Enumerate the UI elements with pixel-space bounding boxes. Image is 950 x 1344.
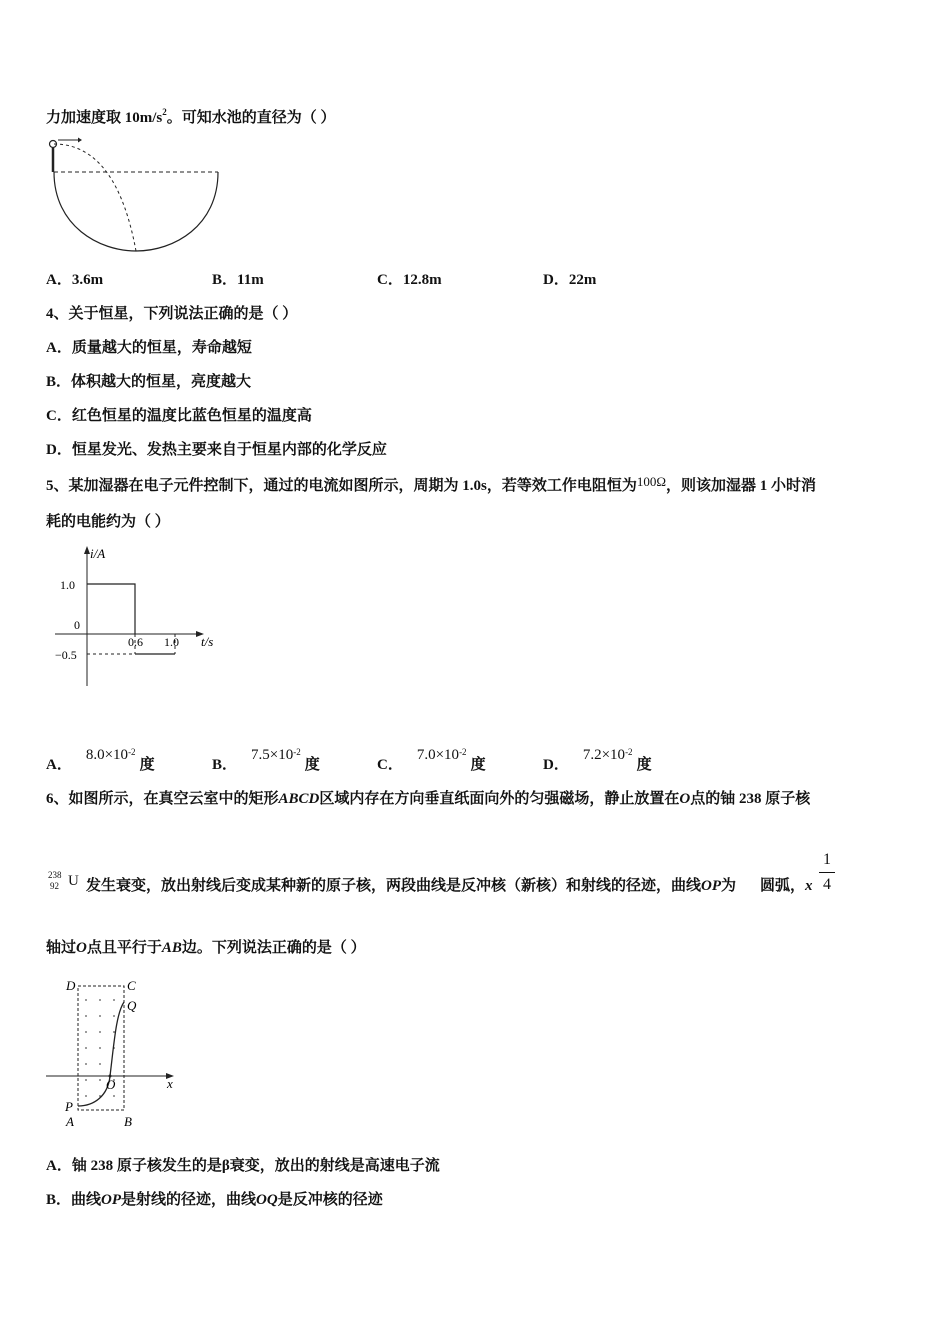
q6-option-b[interactable]: B．曲线OP是射线的径迹，曲线OQ是反冲核的径迹 (46, 1192, 383, 1208)
svg-text:B: B (124, 1114, 132, 1129)
current-graph (50, 544, 225, 694)
svg-text:P: P (65, 1099, 73, 1114)
current-plot-high (87, 584, 135, 634)
q3-option-d[interactable]: D．22m (543, 272, 597, 288)
y-tick-0: 0 (74, 618, 80, 632)
q5-option-b[interactable]: B．$7.5\times 10^{-2}$度 (212, 747, 320, 773)
q5-option-a[interactable]: A．$8.0\times 10^{-2}$度 (46, 747, 155, 773)
q5-stem-line1: 5、某加湿器在电子元件控制下，通过的电流如图所示，周期为 1.0s，若等效工作电阻恒为100Ω，则该加湿器 1 小时消 (46, 474, 817, 494)
pool-diagram (44, 136, 224, 256)
q6-option-a[interactable]: A．铀 238 原子核发生的是β衰变，放出的射线是高速电子流 (46, 1158, 440, 1174)
y-tick-neg: −0.5 (55, 648, 77, 662)
cloud-chamber-diagram (44, 974, 189, 1129)
q4-option-d[interactable]: D．恒星发光、发热主要来自于恒星内部的化学反应 (46, 442, 387, 458)
field-region (78, 986, 124, 1110)
x-axis-label: t/s (201, 634, 214, 649)
y-tick-1: 1.0 (60, 578, 75, 592)
q5-stem-line2: 耗的电能约为（ ） (46, 514, 170, 530)
water-trajectory (54, 144, 136, 251)
q3-option-b[interactable]: B．11m (212, 272, 264, 288)
svg-text:A: A (66, 1114, 74, 1129)
svg-text:C: C (127, 978, 136, 993)
svg-text:x: x (167, 1076, 173, 1091)
q4-stem: 4、关于恒星，下列说法正确的是（ ） (46, 306, 298, 322)
q6-stem-line1: 6、如图所示，在真空云室中的矩形ABCD区域内存在方向垂直纸面向外的匀强磁场，静止放置在O点的铀 238 原子核 (46, 791, 811, 807)
q3-option-a[interactable]: A．3.6m (46, 272, 104, 288)
q4-option-b[interactable]: B．体积越大的恒星，亮度越大 (46, 374, 252, 390)
q5-option-d[interactable]: D．$7.2\times 10^{-2}$度 (543, 747, 652, 773)
q4-option-c[interactable]: C．红色恒星的温度比蓝色恒星的温度高 (46, 408, 312, 424)
pool-bowl (54, 172, 218, 251)
q6-stem-line3: 轴过O点且平行于AB边。下列说法正确的是（ ） (46, 940, 366, 956)
q4-option-a[interactable]: A．质量越大的恒星，寿命越短 (46, 340, 252, 356)
q5-option-c[interactable]: C．$7.0\times 10^{-2}$度 (377, 747, 486, 773)
q3-option-c[interactable]: C．12.8m (377, 272, 442, 288)
y-axis-label: i/A (90, 546, 106, 561)
q6-stem-line2: 发生衰变，放出射线后变成某种新的原子核，两段曲线是反冲核（新核）和射线的径迹，曲线OP为 圆弧，x (86, 878, 813, 894)
svg-text:O: O (106, 1077, 116, 1092)
q3-stem-tail: 力加速度取 $10m/s^2$。可知水池的直径为（ ） (46, 107, 336, 126)
svg-text:Q: Q (127, 998, 137, 1013)
svg-text:D: D (66, 978, 76, 993)
track-oq (110, 1002, 124, 1076)
x-tick-06: 0.6 (128, 635, 143, 649)
x-tick-10: 1.0 (164, 635, 179, 649)
quarter-fraction: 1 4 (819, 851, 835, 894)
uranium-isotope: 238 92 U (48, 870, 79, 891)
resistance-value: 100Ω (636, 474, 667, 489)
